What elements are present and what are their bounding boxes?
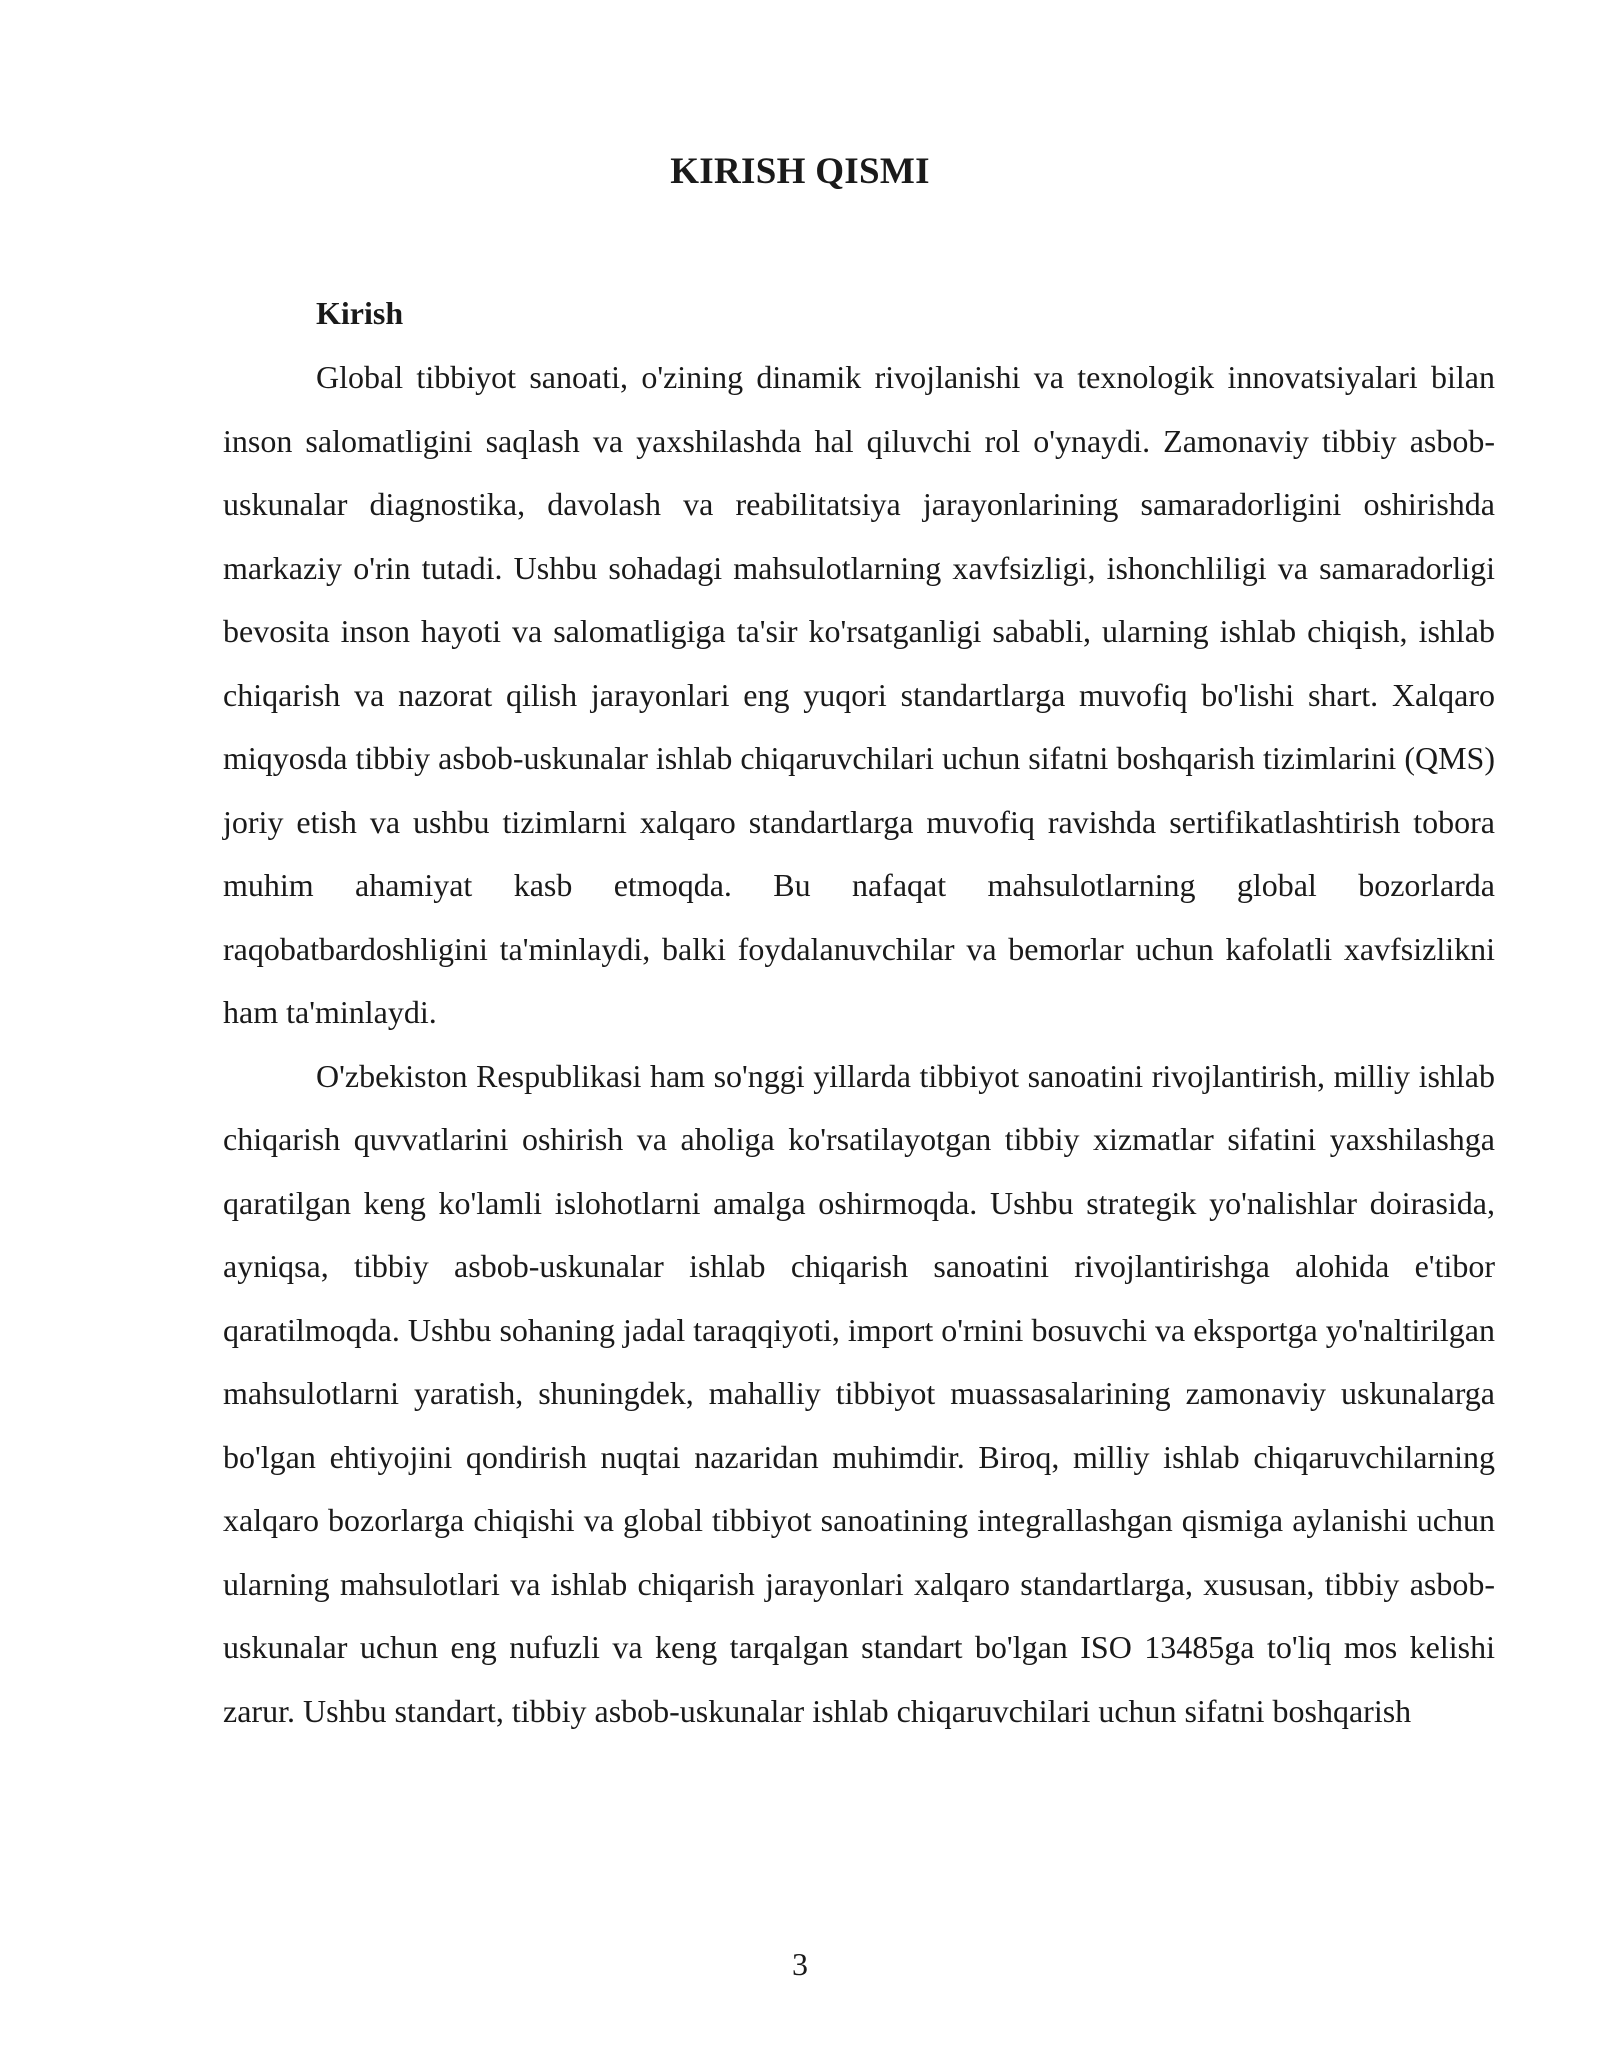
body-content: [223, 292, 1495, 1743]
section-heading: Kirish: [316, 295, 404, 331]
paragraph-2: O'zbekiston Respublikasi ham so'nggi yillarda tibbiyot sanoatini rivojlantirish, milliy ishlab chiqarish quvvatlarini oshirish va aholiga ko'rsatilayotgan tibbiy xizmatlar sifatini yaxshilashga qaratilgan keng ko'lamli islohotlarni amalga oshirmoqda. Ushbu strategik yo'nalishlar doirasida, ayniqsa, tibbiy asbob-uskunalar ishlab chiqarish sanoatini rivojlantirishga alohida e'tibor qaratilmoqda. Ushbu sohaning jadal taraqqiyoti, import o'rnini bosuvchi va eksportga yo'naltirilgan mahsulotlarni yaratish, shuningdek, mahalliy tibbiyot muassasalarining zamonaviy uskunalarga bo'lgan ehtiyojini qondirish nuqtai nazaridan muhimdir. Biroq, milliy ishlab chiqaruvchilarning xalqaro bozorlarga chiqishi va global tibbiyot sanoatining integrallashgan qismiga aylanishi uchun ularning mahsulotlari va ishlab chiqarish jarayonlari xalqaro standartlarga, xususan, tibbiy asbob-uskunalar uchun eng nufuzli va keng tarqalgan standart bo'lgan ISO 13485ga to'liq mos kelishi zarur. Ushbu standart, tibbiy asbob-uskunalar ishlab chiqaruvchilari uchun sifatni boshqarish: [223, 1057, 1495, 1729]
page-number: 3: [792, 1946, 808, 1982]
page-title: KIRISH QISMI: [670, 151, 930, 192]
paragraph-1: Global tibbiyot sanoati, o'zining dinamik rivojlanishi va texnologik innovatsiyalari bilan inson salomatligini saqlash va yaxshilashda hal qiluvchi rol o'ynaydi. Zamonaviy tibbiy asbob-uskunalar diagnostika, davolash va reabilitatsiya jarayonlarining samaradorligini oshirishda markaziy o'rin tutadi. Ushbu sohadagi mahsulotlarning xavfsizligi, ishonchliligi va samaradorligi bevosita inson hayoti va salomatligiga ta'sir ko'rsatganligi sababli, ularning ishlab chiqish, ishlab chiqarish va nazorat qilish jarayonlari eng yuqori standartlarga muvofiq bo'lishi shart. Xalqaro miqyosda tibbiy asbob-uskunalar ishlab chiqaruvchilari uchun sifatni boshqarish tizimlarini (QMS) joriy etish va ushbu tizimlarni xalqaro standartlarga muvofiq ravishda sertifikatlashtirish tobora muhim ahamiyat kasb etmoqda. Bu nafaqat mahsulotlarning global bozorlarda raqobatbardoshligini ta'minlaydi, balki foydalanuvchilar va bemorlar uchun kafolatli xavfsizlikni ham ta'minlaydi.: [223, 359, 1495, 1030]
